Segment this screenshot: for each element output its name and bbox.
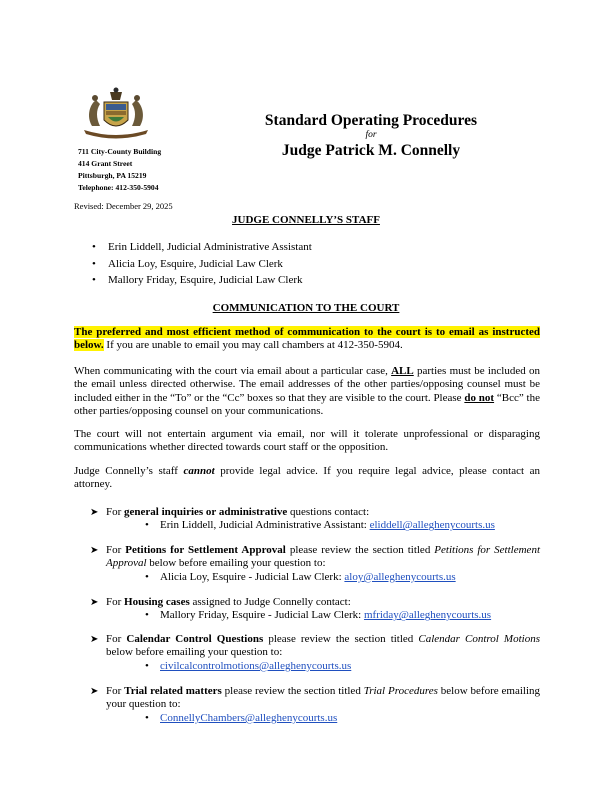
text-segment: please review the section titled xyxy=(263,633,419,645)
bullet-icon: • xyxy=(145,659,149,672)
document-title-block xyxy=(230,112,512,161)
contact-item xyxy=(90,596,540,623)
email-link[interactable]: mfriday@alleghenycourts.us xyxy=(363,609,492,622)
text-segment: provide legal advice. If you require legal advice, please contact an attorney. xyxy=(74,465,540,491)
revised-date: Revised: December 29, 2025 xyxy=(74,201,173,211)
text-segment: When communicating with the court via email about a particular case, xyxy=(74,365,392,377)
arrow-bullet-icon: ➤ xyxy=(90,597,99,608)
chambers-address xyxy=(78,146,161,194)
arrow-bullet-icon: ➤ xyxy=(90,545,99,556)
arrow-bullet-icon: ➤ xyxy=(90,507,99,518)
contact-item xyxy=(90,685,540,725)
bullet-icon: • xyxy=(145,570,149,583)
contact-name: Erin Liddell, Judicial Administrative Assistant: xyxy=(160,519,370,532)
text-segment: For xyxy=(106,506,125,518)
contact-name: Alicia Loy, Esquire - Judicial Law Clerk: xyxy=(160,570,345,583)
contact-topic: general inquiries or administrative xyxy=(124,506,288,518)
paragraph-legal-advice xyxy=(74,465,540,492)
title-for: for xyxy=(365,130,377,140)
staff-heading: JUDGE CONNELLY’S STAFF xyxy=(232,214,380,226)
contact-person xyxy=(90,660,540,673)
phone-instruction: If you are unable to email you may call chambers at 412-350-5904. xyxy=(103,339,403,352)
contact-topic: Housing cases xyxy=(124,596,190,608)
bullet-icon: • xyxy=(145,711,149,724)
paragraph-no-argument: The court will not entertain argument via email, nor will it tolerate unprofessional or disparaging communications whether directed towards court staff or the opposition. xyxy=(74,428,540,454)
bullet-icon: • xyxy=(145,519,149,532)
address-line: 414 Grant Street xyxy=(78,159,133,168)
contact-item xyxy=(90,506,540,533)
text-segment: parties must be included on the email unless directed otherwise. The email addresses of the other parties/opposing counsel must be included either in the “To” or the “Cc” boxes so that they are visible to the court. Please xyxy=(74,365,540,404)
contact-person xyxy=(90,571,540,584)
email-link[interactable]: civilcalcontrolmotions@alleghenycourts.us xyxy=(160,659,352,672)
section-reference: Calendar Control Motions xyxy=(418,633,540,645)
text-segment: below before emailing your question to: xyxy=(146,557,326,570)
text-segment: questions contact: xyxy=(287,506,370,518)
address-telephone: Telephone: 412-350-5904 xyxy=(78,183,159,192)
staff-member: • Erin Liddell, Judicial Administrative Assistant xyxy=(92,239,312,256)
emphasis-all: ALL xyxy=(391,365,414,377)
arrow-bullet-icon: ➤ xyxy=(90,634,99,645)
contact-topic: Petitions for Settlement Approval xyxy=(125,544,286,556)
communication-heading: COMMUNICATION TO THE COURT xyxy=(212,302,400,314)
highlighted-instruction: The preferred and most efficient method of communication to the court is to email as instructed below. xyxy=(74,326,540,352)
contact-description xyxy=(90,596,540,609)
text-segment: please review the section titled xyxy=(285,544,435,556)
contact-topic: Calendar Control Questions xyxy=(126,633,264,645)
contact-person xyxy=(90,712,540,725)
staff-list xyxy=(92,239,312,289)
text-segment: “Bcc” the other parties/opposing counsel on your communications. xyxy=(74,391,541,418)
contact-name: Mallory Friday, Esquire - Judicial Law Clerk: xyxy=(160,609,364,622)
pennsylvania-seal-icon xyxy=(80,86,152,142)
paragraph-email-parties xyxy=(74,365,540,419)
contact-item xyxy=(90,544,540,584)
section-reference: Petitions for Settlement Approval xyxy=(106,544,540,570)
section-reference: Trial Procedures xyxy=(363,685,438,697)
email-link[interactable]: eliddell@alleghenycourts.us xyxy=(369,519,495,532)
staff-member: • Alicia Loy, Esquire, Judicial Law Clerk xyxy=(92,256,312,273)
text-segment: assigned to Judge Connelly contact: xyxy=(189,596,351,608)
bullet-icon: • xyxy=(145,609,149,622)
contact-topic: Trial related matters xyxy=(124,685,222,697)
contact-item xyxy=(90,633,540,673)
text-segment: please review the section titled xyxy=(221,685,364,697)
text-segment: For xyxy=(106,596,125,608)
contact-person xyxy=(90,609,540,622)
address-line: 711 City-County Building xyxy=(78,147,162,156)
emphasis-cannot: cannot xyxy=(183,465,215,477)
address-line: Pittsburgh, PA 15219 xyxy=(78,171,147,180)
staff-member: • Mallory Friday, Esquire, Judicial Law Clerk xyxy=(92,272,312,289)
emphasis-do-not: do not xyxy=(464,391,495,404)
paragraph-preferred-method xyxy=(74,326,540,353)
document-title: Standard Operating Procedures xyxy=(264,112,478,129)
email-link[interactable]: ConnellyChambers@alleghenycourts.us xyxy=(160,711,338,724)
text-segment: Judge Connelly’s staff xyxy=(74,465,184,477)
contact-description xyxy=(90,685,540,712)
contact-description xyxy=(90,506,540,519)
contact-description xyxy=(90,544,540,571)
email-link[interactable]: aloy@alleghenycourts.us xyxy=(344,570,456,583)
contact-person xyxy=(90,519,540,532)
text-segment: For xyxy=(106,633,127,645)
contact-description xyxy=(90,633,540,660)
text-segment: below before emailing your question to: xyxy=(106,685,541,711)
text-segment: For xyxy=(106,544,126,556)
arrow-bullet-icon: ➤ xyxy=(90,686,99,697)
judge-name: Judge Patrick M. Connelly xyxy=(281,142,461,159)
text-segment: For xyxy=(106,685,125,697)
text-segment: below before emailing your question to: xyxy=(106,646,283,659)
